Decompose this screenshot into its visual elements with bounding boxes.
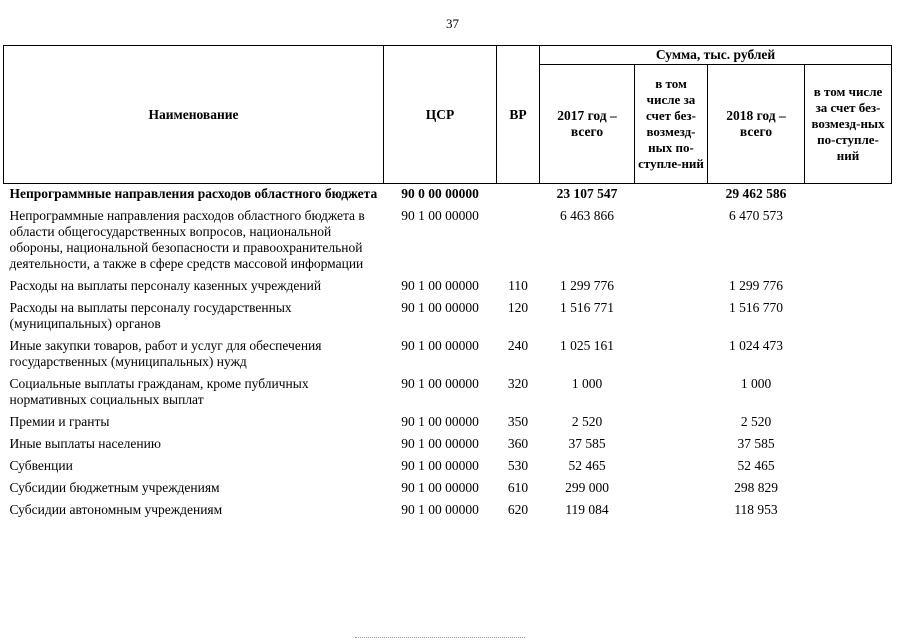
row-vr: 610 [507,480,529,495]
row-csr: 90 1 00 00000 [401,376,479,391]
row-2018-gratuitous [805,276,892,298]
row-2018-total: 37 585 [737,436,775,451]
row-2017-total: 52 465 [568,458,606,473]
row-csr: 90 1 00 00000 [401,208,479,223]
row-2017-gratuitous [635,374,708,412]
table-row [4,456,892,478]
row-2018-gratuitous [805,184,892,207]
table-row [4,478,892,500]
row-vr [497,184,540,207]
row-vr: 320 [507,376,529,391]
row-2018-total: 2 520 [740,414,772,429]
row-2017-gratuitous [635,478,708,500]
table-row [4,276,892,298]
row-2017-total: 119 084 [565,502,609,517]
row-csr: 90 1 00 00000 [401,458,479,473]
footer-divider [355,637,525,638]
row-vr: 620 [507,502,529,517]
header-csr: ЦСР [384,46,497,184]
row-2017-total: 299 000 [565,480,609,495]
header-2018-gratuitous: в том числе за счет без-возмезд-ных по-ступле-ний [805,65,892,184]
budget-table [3,45,892,522]
row-2017-gratuitous [635,336,708,374]
row-2017-gratuitous [635,298,708,336]
table-row [4,412,892,434]
row-2017-total: 23 107 547 [556,186,618,201]
row-2017-gratuitous [635,206,708,276]
row-vr: 360 [507,436,529,451]
row-name: Иные закупки товаров, работ и услуг для обеспечения государственных (муниципальных) нужд [9,338,322,369]
row-2017-gratuitous [635,276,708,298]
row-2018-gratuitous [805,478,892,500]
row-vr [497,206,540,276]
row-csr: 90 1 00 00000 [401,480,479,495]
row-2017-total: 1 299 776 [560,278,614,293]
row-2017-gratuitous [635,434,708,456]
row-vr: 350 [507,414,529,429]
header-2017-total: 2017 год – всего [540,65,635,184]
row-name: Расходы на выплаты персоналу государственных (муниципальных) органов [9,300,292,331]
row-name: Иные выплаты населению [9,436,161,451]
header-2018-total: 2018 год – всего [708,65,805,184]
row-name: Расходы на выплаты персоналу казенных учреждений [9,278,322,293]
row-2017-total: 2 520 [571,414,603,429]
row-2017-gratuitous [635,184,708,207]
row-name: Непрограммные направления расходов областного бюджета в области общегосударственных вопросов, национальной обороны, национальной безопасности и правоохранительной деятельности, а также в сфере средств массовой информации [9,208,365,271]
row-2018-total: 298 829 [734,480,778,495]
row-name: Премии и гранты [9,414,110,429]
table-row [4,336,892,374]
row-vr: 110 [508,278,528,293]
header-sum: Сумма, тыс. рублей [540,46,892,65]
row-2018-total: 118 953 [734,502,778,517]
header-2017-gratuitous: в том числе за счет без-возмезд-ных по-ступле-ний [635,65,708,184]
row-2018-total: 1 024 473 [729,338,783,353]
row-2018-gratuitous [805,298,892,336]
row-2018-gratuitous [805,336,892,374]
row-2017-total: 37 585 [568,436,606,451]
row-2018-gratuitous [805,206,892,276]
row-2018-gratuitous [805,434,892,456]
row-vr: 240 [507,338,529,353]
row-name: Непрограммные направления расходов областного бюджета [9,186,378,201]
table-body [4,184,892,523]
row-name: Субсидии автономным учреждениям [9,502,223,517]
row-2018-total: 52 465 [737,458,775,473]
table-row [4,500,892,522]
row-2017-total: 1 025 161 [560,338,614,353]
row-csr: 90 1 00 00000 [401,502,479,517]
row-name: Субсидии бюджетным учреждениям [9,480,220,495]
row-csr: 90 1 00 00000 [401,436,479,451]
row-2018-gratuitous [805,500,892,522]
row-csr: 90 1 00 00000 [401,278,479,293]
row-2017-gratuitous [635,500,708,522]
table-row [4,374,892,412]
page-number: 37 [446,16,459,31]
row-2018-gratuitous [805,456,892,478]
row-2017-gratuitous [635,412,708,434]
row-csr: 90 1 00 00000 [401,338,479,353]
row-2018-gratuitous [805,412,892,434]
row-2018-total: 1 299 776 [729,278,783,293]
row-2017-total: 1 516 771 [560,300,614,315]
row-csr: 90 1 00 00000 [401,300,479,315]
row-name: Социальные выплаты гражданам, кроме публичных нормативных социальных выплат [9,376,309,407]
row-2017-gratuitous [635,456,708,478]
table-header [4,46,892,184]
row-2018-total: 6 470 573 [729,208,783,223]
header-vr: ВР [497,46,540,184]
row-2018-total: 29 462 586 [725,186,787,201]
row-name: Субвенции [9,458,73,473]
table-row [4,206,892,276]
row-vr: 530 [507,458,529,473]
row-2017-total: 1 000 [571,376,603,391]
row-csr: 90 0 00 00000 [401,186,479,201]
row-2018-gratuitous [805,374,892,412]
row-2018-total: 1 516 770 [729,300,783,315]
table-row [4,434,892,456]
row-csr: 90 1 00 00000 [401,414,479,429]
row-vr: 120 [507,300,529,315]
row-2017-total: 6 463 866 [560,208,614,223]
header-name: Наименование [4,46,384,184]
row-2018-total: 1 000 [740,376,772,391]
table-row [4,298,892,336]
table-row [4,184,892,207]
